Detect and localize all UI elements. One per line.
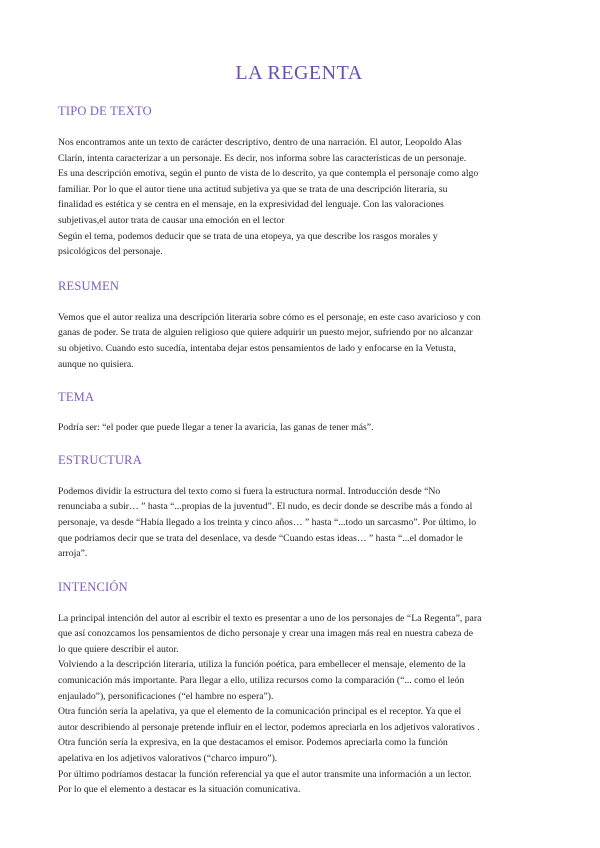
- text-line: comunicación más importante. Para llegar a ello, utiliza recursos como la comparación (“... como el león: [58, 675, 465, 687]
- section-estructura: [58, 453, 540, 562]
- text-line: que podríamos decir que se trata del desenlace, va desde “Cuando estas ideas… ” hasta “...el domador le: [58, 532, 463, 544]
- section-body: [58, 611, 540, 798]
- text-line: aunque no quisiera.: [58, 358, 134, 370]
- text-line: familiar. Por lo que el autor tiene una actitud subjetiva ya que se trata de una descripción literaria, su: [58, 183, 448, 195]
- section-heading: TIPO DE TEXTO: [58, 104, 152, 118]
- section-heading: RESUMEN: [58, 278, 120, 293]
- section-tema: [58, 390, 540, 436]
- section-body: [58, 310, 540, 372]
- text-line: apelativa en los adjetivos valorativos (“charco impuro”).: [58, 753, 278, 765]
- section-intencion: [58, 580, 540, 798]
- text-line: Clarín, intenta caracterizar a un personaje. Es decir, nos informa sobre las características de un personaje.: [58, 152, 467, 164]
- text-line: subjetivas,el autor trata de causar una emoción en el lector: [58, 214, 285, 226]
- text-line: psicológicos del personaje.: [58, 246, 163, 258]
- text-line: autor describiendo al personaje pretende influir en el lector, podemos apreciarla en los adjetivos valorativos .: [58, 721, 480, 733]
- section-body: [58, 135, 540, 260]
- text-line: Vemos que el autor realiza una descripción literaria sobre cómo es el personaje, en este caso avaricioso y con: [58, 311, 481, 323]
- page-title: LA REGENTA: [235, 62, 363, 84]
- text-line: enjaulado”), personificaciones (“el hambre no espera”).: [58, 690, 274, 702]
- text-line: Podría ser: “el poder que puede llegar a tener la avaricia, las ganas de tener más”.: [58, 422, 374, 434]
- text-line: personaje, va desde “Había llegado a los treinta y cinco años… ” hasta “...todo un sarcasmo”. Por último, lo: [58, 516, 477, 528]
- text-line: que así conozcamos los pensamientos de dicho personaje y crear una imagen más real en nuestra cabeza de: [58, 628, 474, 640]
- section-tipo-de-texto: [58, 104, 540, 260]
- section-body: [58, 420, 540, 436]
- section-heading: ESTRUCTURA: [58, 452, 142, 467]
- text-line: Según el tema, podemos deducir que se trata de una etopeya, ya que describe los rasgos morales y: [58, 230, 438, 242]
- text-line: finalidad es estética y se centra en el mensaje, en la expresividad del lenguaje. Con las valoraciones: [58, 199, 444, 211]
- text-line: lo que quiere describir el autor.: [58, 643, 179, 655]
- section-heading: TEMA: [58, 390, 95, 405]
- section-heading: INTENCIÓN: [58, 579, 128, 594]
- text-line: Otra función sería la expresiva, en la que destacamos el emisor. Podemos apreciarla como la función: [58, 737, 448, 749]
- section-body: [58, 484, 540, 562]
- text-line: La principal intención del autor al escribir el texto es presentar a uno de los personajes de “La Regenta”, para: [58, 612, 482, 624]
- text-line: su objetivo. Cuando esto sucedía, intentaba dejar estos pensamientos de lado y enfocarse en la Vetusta,: [58, 342, 456, 354]
- text-line: Por último podríamos destacar la función referencial ya que el autor transmite una información a un lector.: [58, 768, 472, 780]
- text-line: Es una descripción emotiva, según el punto de vista de lo descrito, ya que contempla el personaje como algo: [58, 168, 479, 180]
- text-line: Nos encontramos ante un texto de carácter descriptivo, dentro de una narración. El autor, Leopoldo Alas: [58, 137, 462, 148]
- text-line: ganas de poder. Se trata de alguien religioso que quiere adquirir un puesto mejor, sufriendo por no alcanzar: [58, 327, 473, 339]
- text-line: Por lo que el elemento a destacar es la situación comunicativa.: [58, 784, 301, 796]
- text-line: Podemos dividir la estructura del texto como si fuera la estructura normal. Introducción desde “No: [58, 485, 441, 497]
- text-line: Volviendo a la descripción literaria, utiliza la función poética, para embellecer el mensaje, elemento de la: [58, 659, 466, 671]
- text-line: arroja”.: [58, 548, 88, 560]
- section-resumen: [58, 279, 540, 372]
- text-line: Otra función sería la apelativa, ya que el elemento de la comunicación principal es el receptor. Ya que el: [58, 706, 462, 718]
- text-line: renunciaba a subir… ” hasta “...propias de la juventud”. El nudo, es decir donde se describe más a fondo al: [58, 501, 473, 513]
